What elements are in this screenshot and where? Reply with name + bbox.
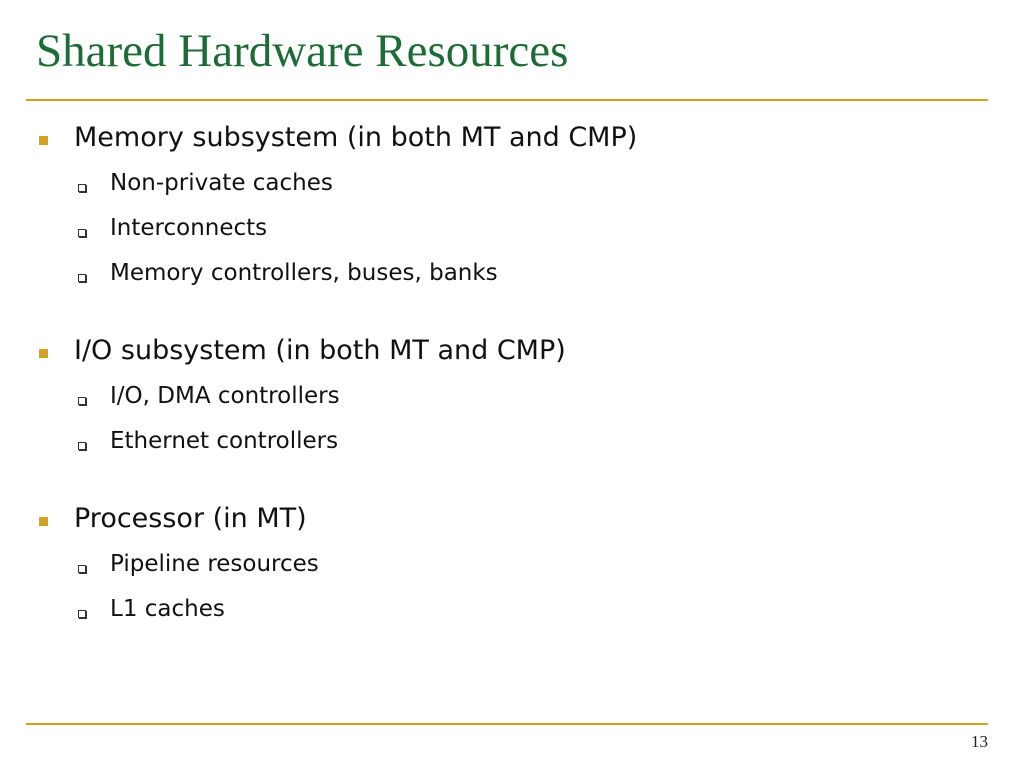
hollow-square-bullet-icon [78,610,86,618]
sub-bullet-text: I/O, DMA controllers [110,383,340,409]
square-bullet-icon [39,136,48,145]
square-bullet-icon [39,517,48,526]
square-bullet-icon [39,349,48,358]
slide-title: Shared Hardware Resources [36,25,569,77]
sub-bullet-text: Ethernet controllers [110,428,339,454]
bullet-list [0,120,1024,669]
bullet-item [0,333,1024,373]
sub-bullet-item [0,211,1024,256]
sub-bullet-text: Memory controllers, buses, banks [110,260,498,286]
hollow-square-bullet-icon [78,274,86,282]
bullet-text: I/O subsystem (in both MT and CMP) [74,335,566,366]
sub-bullet-item [0,592,1024,637]
bullet-item [0,501,1024,541]
title-divider [26,99,988,101]
sub-bullet-text: Pipeline resources [110,551,319,577]
bullet-group-processor [0,501,1024,637]
hollow-square-bullet-icon [78,565,86,573]
footer-divider [26,723,988,725]
sub-bullet-item [0,256,1024,301]
bullet-text: Memory subsystem (in both MT and CMP) [74,122,638,153]
hollow-square-bullet-icon [78,229,86,237]
hollow-square-bullet-icon [78,442,86,450]
bullet-group-io [0,333,1024,469]
sub-bullet-text: Non-private caches [110,170,333,196]
hollow-square-bullet-icon [78,397,86,405]
sub-bullet-item [0,166,1024,211]
sub-bullet-text: Interconnects [110,215,268,241]
page-number: 13 [971,732,988,751]
sub-bullet-item [0,379,1024,424]
hollow-square-bullet-icon [78,184,86,192]
sub-bullet-item [0,547,1024,592]
sub-bullet-item [0,424,1024,469]
bullet-group-memory [0,120,1024,301]
bullet-item [0,120,1024,160]
sub-bullet-text: L1 caches [110,596,225,622]
bullet-text: Processor (in MT) [74,503,307,534]
